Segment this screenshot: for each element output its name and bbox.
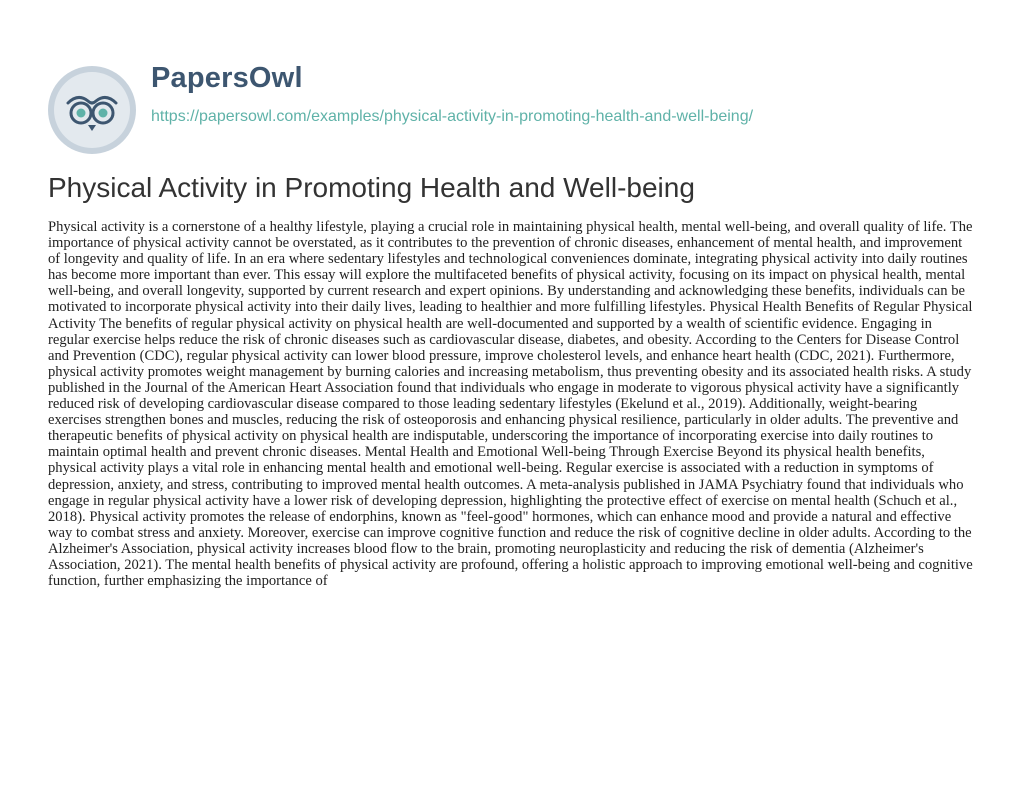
header [48,54,988,146]
brand-name: PapersOwl [151,62,303,94]
page-title: Physical Activity in Promoting Health and Well-being [48,172,695,203]
owl-logo-icon [48,66,136,154]
essay-body: Physical activity is a cornerstone of a healthy lifestyle, playing a crucial role in maintaining physical health, mental well-being, and overall quality of life. The importance of physical activity cannot be overstated, as it contributes to the prevention of chronic diseases, enhancement of mental health, and improvement of longevity and quality of life. In an era where sedentary lifestyles and technological conveniences dominate, integrating physical activity into daily routines has become more important than ever. This essay will explore the multifaceted benefits of physical activity, focusing on its impact on physical health, mental well-being, and overall longevity, supported by current research and expert opinions. By understanding and acknowledging these benefits, individuals can be motivated to incorporate physical activity into their daily lives, leading to healthier and more fulfilling lifestyles. Physical Health Benefits of Regular Physical Activity The benefits of regular physical activity on physical health are well-documented and supported by a wealth of scientific evidence. Engaging in regular exercise helps reduce the risk of chronic diseases such as cardiovascular disease, diabetes, and obesity. According to the Centers for Disease Control and Prevention (CDC), regular physical activity can lower blood pressure, improve cholesterol levels, and enhance heart health (CDC, 2021). Furthermore, physical activity promotes weight management by burning calories and increasing metabolism, thus preventing obesity and its associated health risks. A study published in the Journal of the American Heart Association found that individuals who engage in moderate to vigorous physical activity have a significantly reduced risk of developing cardiovascular disease compared to those leading sedentary lifestyles (Ekelund et al., 2019). Additionally, weight-bearing exercises strengthen bones and muscles, reducing the risk of osteoporosis and enhancing physical resilience, particularly in older adults. The preventive and therapeutic benefits of physical activity on physical health are indisputable, underscoring the importance of incorporating exercise into daily routines to maintain optimal health and prevent chronic diseases. Mental Health and Emotional Well-being Through Exercise Beyond its physical health benefits, physical activity plays a vital role in enhancing mental health and emotional well-being. Regular exercise is associated with a reduction in symptoms of depression, anxiety, and stress, contributing to improved mental health outcomes. A meta-analysis published in JAMA Psychiatry found that individuals who engage in regular physical activity have a lower risk of developing depression, highlighting the protective effect of exercise on mental health (Schuch et al., 2018). Physical activity promotes the release of endorphins, known as "feel-good" hormones, which can enhance mood and provide a natural and effective way to combat stress and anxiety. Moreover, exercise can improve cognitive function and reduce the risk of cognitive decline in older adults. According to the Alzheimer's Association, physical activity increases blood flow to the brain, promoting neuroplasticity and reducing the risk of dementia (Alzheimer's Association, 2021). The mental health benefits of physical activity are profound, offering a holistic approach to improving emotional well-being and cognitive function, further emphasizing the importance of [48,219,973,590]
source-url-link[interactable]: https://papersowl.com/examples/physical-activity-in-promoting-health-and-well-being/ [151,108,754,125]
